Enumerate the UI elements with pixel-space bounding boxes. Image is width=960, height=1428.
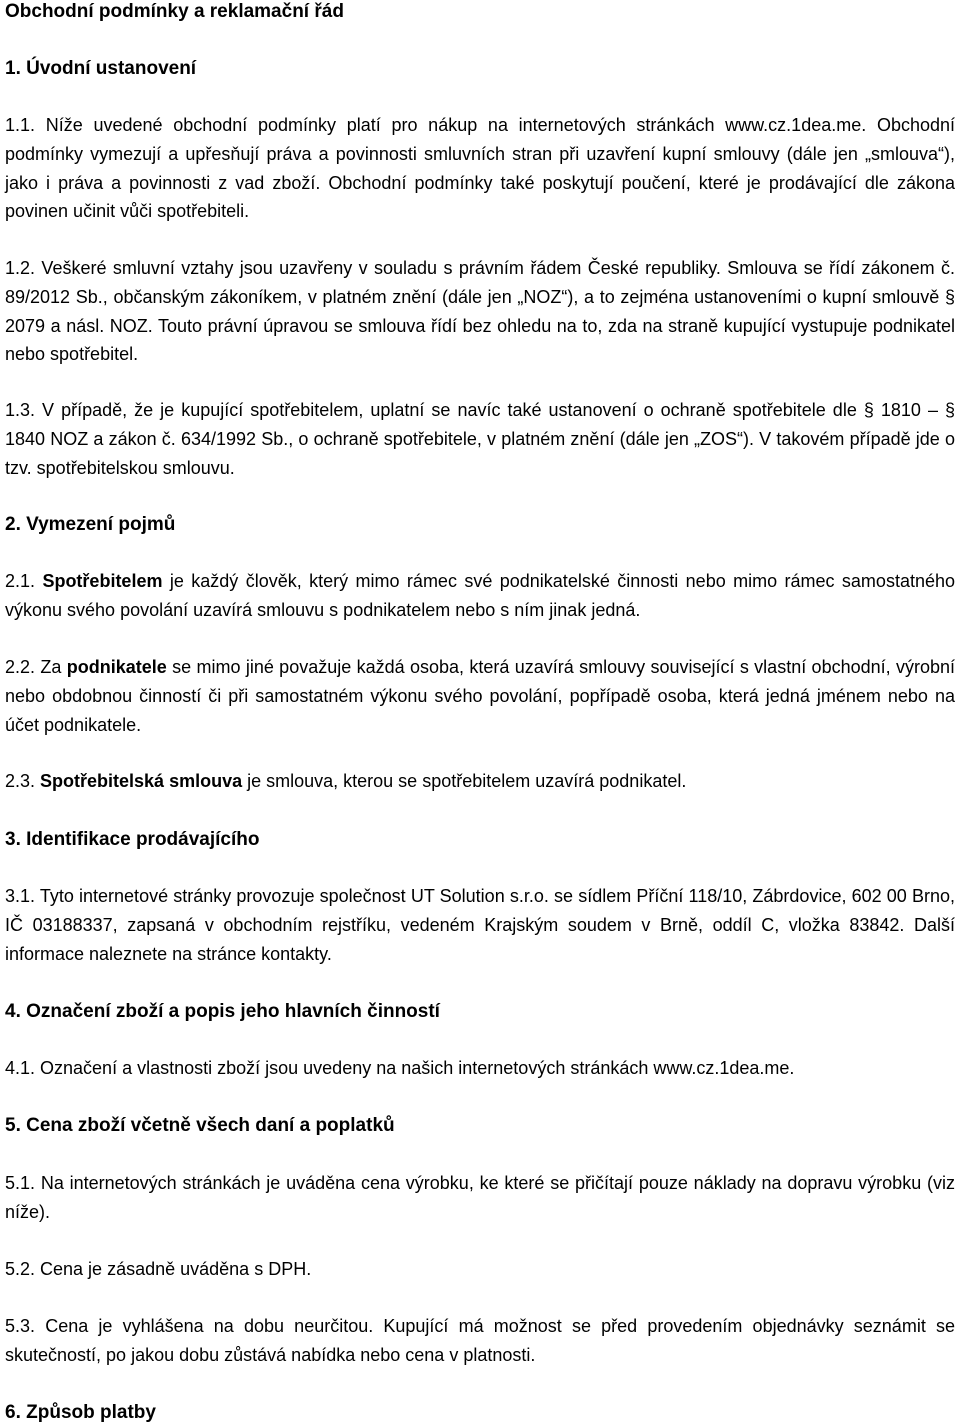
- section-heading: 6. Způsob platby: [5, 1402, 156, 1423]
- paragraph-text: 2.1.: [5, 571, 43, 591]
- paragraph-text: je smlouva, kterou se spotřebitelem uzavírá podnikatel.: [242, 771, 687, 791]
- paragraph-text: je každý člověk, který mimo rámec své podnikatelské činnosti nebo mimo rámec samostatného výkonu svého povolání uzavírá smlouvu s podnikatelem nebo s ním jinak jedná.: [5, 571, 955, 620]
- paragraph: [5, 1169, 955, 1227]
- paragraph-text: 2.3.: [5, 771, 41, 791]
- paragraph-text: se mimo jiné považuje každá osoba, která uzavírá smlouvy související s vlastní obchodní, výrobní nebo obdobnou činností či při samostatném výkonu svého povolání, popřípadě osoba, která jedná jménem nebo na účet podnikatele.: [5, 657, 955, 735]
- paragraph-text: 3.1. Tyto internetové stránky provozuje společnost UT Solution s.r.o. se sídlem Příční 118/10, Zábrdovice, 602 00 Brno, IČ 03188337, zapsaná v obchodním rejstříku, vedeném Krajským soudem v Brně, oddíl C, vložka 83842. Další informace naleznete na stránce kontakty.: [5, 886, 955, 964]
- paragraph: [5, 111, 955, 226]
- paragraph-text: 5.1. Na internetových stránkách je uváděna cena výrobku, ke které se přičítají pouze náklady na dopravu výrobku (viz níže).: [5, 1173, 955, 1222]
- defined-term: Spotřebitelská smlouva: [40, 771, 243, 791]
- document-title: Obchodní podmínky a reklamační řád: [5, 1, 344, 22]
- section-heading: 5. Cena zboží včetně všech daní a poplatků: [5, 1115, 395, 1136]
- paragraph: [5, 653, 955, 739]
- paragraph-text: 2.2. Za: [5, 657, 67, 677]
- paragraph: [5, 882, 955, 968]
- paragraph: [5, 1054, 955, 1083]
- paragraph-text: 5.2. Cena je zásadně uváděna s DPH.: [5, 1259, 312, 1279]
- paragraph-text: 1.1. Níže uvedené obchodní podmínky platí pro nákup na internetových stránkách www.cz.1dea.me. Obchodní podmínky vymezují a upřesňují práva a povinnosti smluvních stran při uzavření kupní smlouvy (dále jen „smlouva“), jako i práva a povinnosti z vad zboží. Obchodní podmínky také poskytují poučení, které je prodávající dle zákona povinen učinit vůči spotřebiteli.: [5, 115, 955, 222]
- section-heading: 4. Označení zboží a popis jeho hlavních činností: [5, 1001, 440, 1022]
- section-heading: 2. Vymezení pojmů: [5, 514, 176, 535]
- paragraph-text: 1.3. V případě, že je kupující spotřebitelem, uplatní se navíc také ustanovení o ochraně spotřebitele dle § 1810 – § 1840 NOZ a zákon č. 634/1992 Sb., o ochraně spotřebitele, v platném znění (dále jen „ZOS“). V takovém případě jde o tzv. spotřebitelskou smlouvu.: [5, 400, 955, 478]
- paragraph-text: 4.1. Označení a vlastnosti zboží jsou uvedeny na našich internetových stránkách www.cz.1dea.me.: [5, 1058, 795, 1078]
- defined-term: podnikatele: [66, 657, 167, 677]
- paragraph-text: 1.2. Veškeré smluvní vztahy jsou uzavřeny v souladu s právním řádem České republiky. Smlouva se řídí zákonem č. 89/2012 Sb., občanským zákoníkem, v platném znění (dále jen „NOZ“), a to zejména ustanoveními o kupní smlouvě § 2079 a násl. NOZ. Touto právní úpravou se smlouva řídí bez ohledu na to, zda na straně kupující vystupuje podnikatel nebo spotřebitel.: [5, 258, 955, 365]
- paragraph: [5, 254, 955, 369]
- paragraph-text: 5.3. Cena je vyhlášena na dobu neurčitou. Kupující má možnost se před provedením objednávky seznámit se skutečností, po jakou dobu zůstává nabídka nebo cena v platnosti.: [5, 1316, 955, 1365]
- paragraph: [5, 1312, 955, 1370]
- paragraph: [5, 767, 955, 796]
- paragraph: [5, 567, 955, 625]
- paragraph: [5, 396, 955, 482]
- paragraph: [5, 1255, 955, 1284]
- defined-term: Spotřebitelem: [42, 571, 163, 591]
- section-heading: 3. Identifikace prodávajícího: [5, 829, 260, 850]
- section-heading: 1. Úvodní ustanovení: [5, 58, 197, 79]
